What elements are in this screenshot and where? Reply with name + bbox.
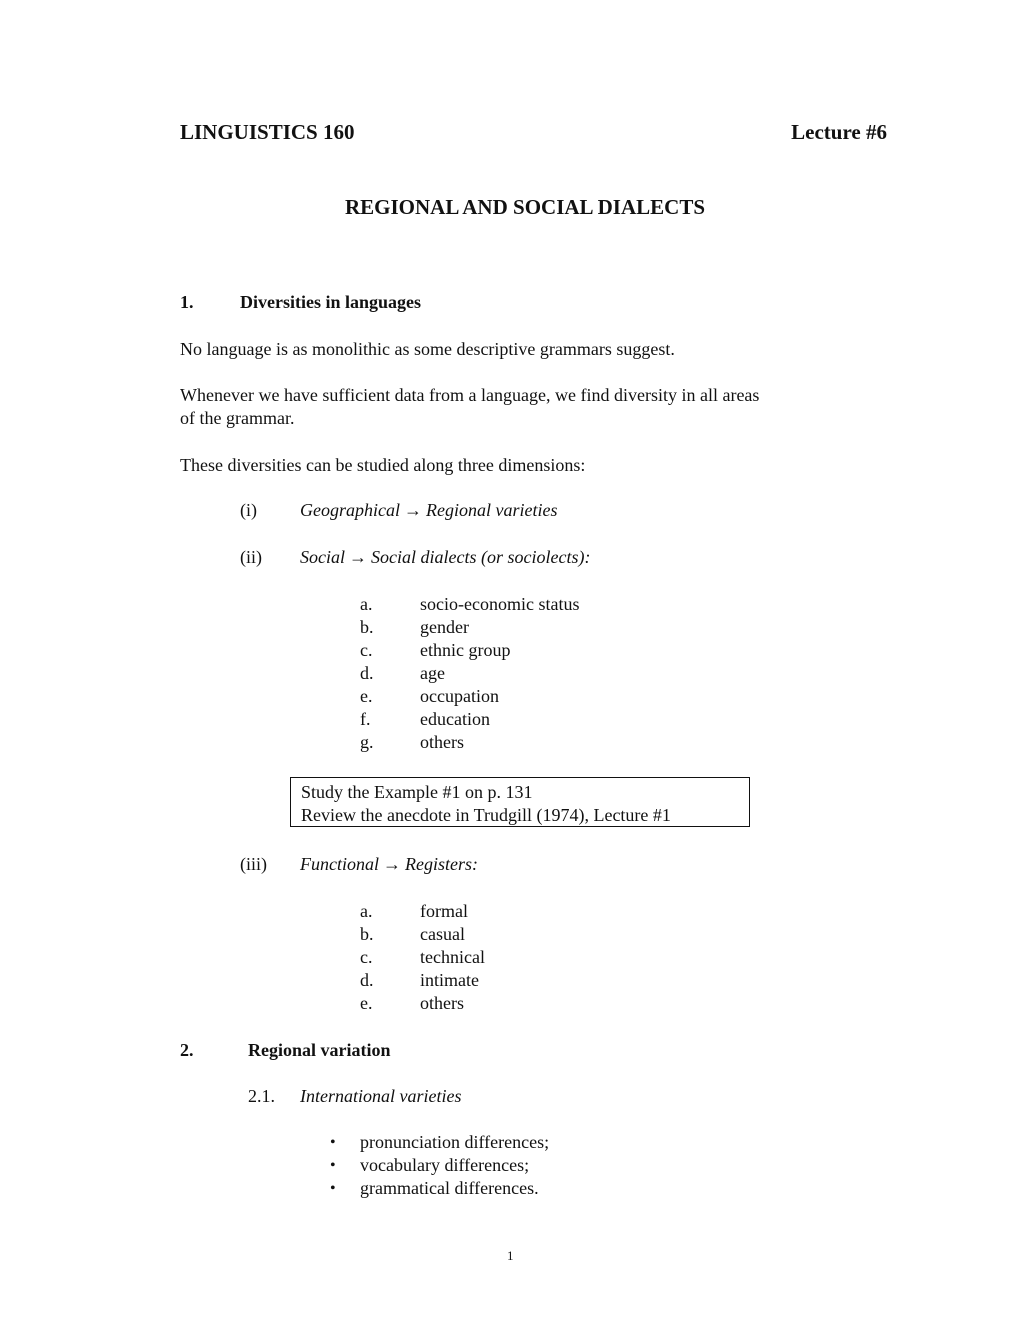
section-number: 2. [180, 1040, 194, 1060]
paragraph: of the grammar. [180, 408, 295, 428]
bullet-icon: • [330, 1157, 336, 1174]
paragraph: No language is as monolithic as some descriptive grammars suggest. [180, 339, 675, 359]
list-item: education [420, 709, 490, 729]
bullet-icon: • [330, 1180, 336, 1197]
subsection-heading: International varieties [300, 1086, 462, 1106]
list-item-letter: b. [360, 924, 374, 944]
list-item: socio-economic status [420, 594, 580, 614]
paragraph: Whenever we have sufficient data from a language, we find diversity in all areas [180, 385, 760, 405]
note-box [290, 777, 750, 827]
dimension-result: Social dialects (or sociolects): [371, 547, 591, 567]
list-item: age [420, 663, 445, 683]
section-number: 1. [180, 292, 194, 312]
dimension-term: Geographical [300, 500, 400, 520]
note-line: Review the anecdote in Trudgill (1974), Lecture #1 [301, 805, 671, 825]
bullet-item: grammatical differences. [360, 1178, 539, 1198]
list-item-letter: a. [360, 594, 373, 614]
list-item: occupation [420, 686, 499, 706]
right-arrow-icon: → [403, 500, 422, 520]
note-line: Study the Example #1 on p. 131 [301, 782, 533, 802]
list-item-letter: e. [360, 686, 373, 706]
list-item-letter: d. [360, 970, 374, 990]
list-item: others [420, 993, 464, 1013]
dimension-marker: (ii) [240, 547, 262, 567]
list-item-letter: c. [360, 640, 373, 660]
dimension-term: Functional [300, 854, 379, 874]
dimension-term: Social [300, 547, 345, 567]
section-heading: Diversities in languages [240, 292, 422, 312]
list-item-letter: g. [360, 732, 374, 752]
list-item-letter: e. [360, 993, 373, 1013]
document-title: REGIONAL AND SOCIAL DIALECTS [344, 195, 705, 219]
list-item: formal [420, 901, 468, 921]
list-item: technical [420, 947, 485, 967]
right-arrow-icon: → [349, 547, 367, 567]
list-item-letter: c. [360, 947, 373, 967]
bullet-icon: • [330, 1134, 336, 1151]
lecture-number: Lecture #6 [791, 120, 887, 144]
bullet-item: pronunciation differences; [360, 1132, 550, 1152]
section-heading: Regional variation [248, 1040, 391, 1060]
list-item: gender [420, 617, 469, 637]
page-number: 1 [507, 1248, 514, 1263]
list-item: others [420, 732, 464, 752]
dimension-marker: (iii) [240, 854, 267, 874]
dimension-social [300, 546, 590, 569]
list-item-letter: f. [360, 709, 371, 729]
bullet-item: vocabulary differences; [360, 1155, 530, 1175]
list-item: casual [420, 924, 465, 944]
dimension-result: Regional varieties [425, 500, 558, 520]
list-item-letter: d. [360, 663, 374, 683]
dimension-functional [300, 853, 478, 876]
list-item-letter: b. [360, 617, 374, 637]
right-arrow-icon: → [383, 854, 401, 874]
course-title: LINGUISTICS 160 [180, 120, 355, 144]
dimension-marker: (i) [240, 500, 257, 520]
subsection-number: 2.1. [248, 1086, 275, 1106]
list-item-letter: a. [360, 901, 373, 921]
list-item: intimate [420, 970, 479, 990]
dimension-result: Registers: [405, 854, 478, 874]
paragraph: These diversities can be studied along three dimensions: [180, 455, 586, 475]
dimension-geographical [300, 499, 557, 522]
list-item: ethnic group [420, 640, 511, 660]
